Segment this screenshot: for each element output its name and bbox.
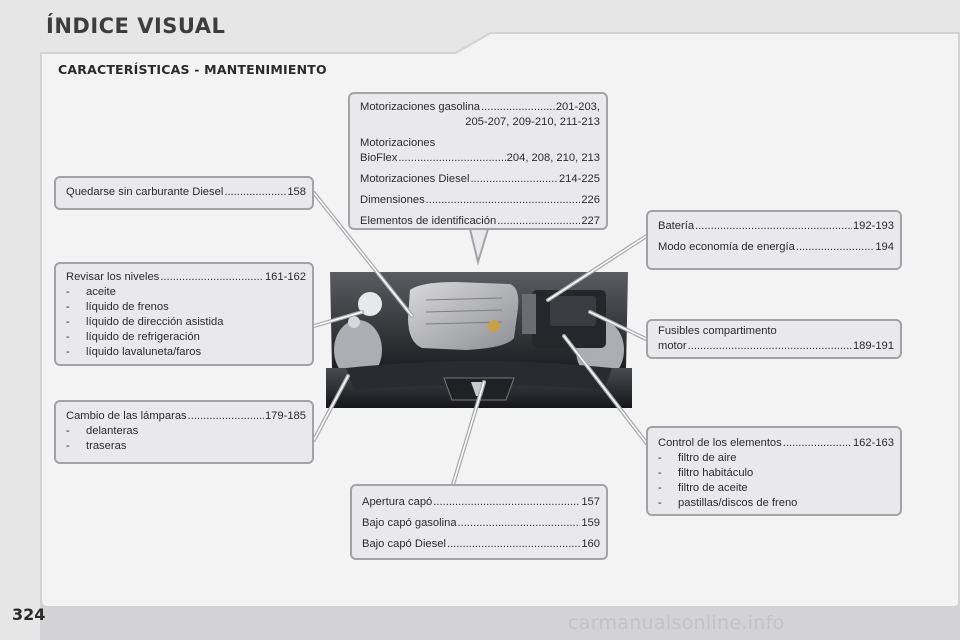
engines-gasolina[interactable]: Motorizaciones gasolina ..... 201-203, bbox=[360, 100, 600, 115]
fuses-engine[interactable]: motor ..... 189-191 bbox=[658, 339, 894, 354]
levels-subitem: - líquido de frenos bbox=[66, 301, 169, 313]
control-subitem: - filtro de aceite bbox=[658, 482, 748, 494]
page-number: 324 bbox=[12, 605, 46, 624]
lamps-subitem: - delanteras bbox=[66, 425, 139, 437]
control-elements[interactable]: Control de los elementos ..... 162-163 bbox=[658, 436, 894, 451]
box-lamps bbox=[54, 400, 314, 464]
hood-diesel[interactable]: Bajo capó Diesel ..... 160 bbox=[362, 537, 600, 552]
hood-gasolina[interactable]: Bajo capó gasolina ..... 159 bbox=[362, 516, 600, 531]
engines-identificacion[interactable]: Elementos de identificación ..... 227 bbox=[360, 214, 600, 229]
levels-subitem: - líquido lavaluneta/faros bbox=[66, 346, 202, 358]
lamps-subitem: - traseras bbox=[66, 440, 127, 452]
watermark: carmanualsonline.info bbox=[568, 612, 785, 634]
levels-subitem: - aceite bbox=[66, 286, 116, 298]
levels-subitem: - líquido de refrigeración bbox=[66, 331, 200, 343]
control-subitem: - filtro de aire bbox=[658, 452, 737, 464]
page-title: ÍNDICE VISUAL bbox=[46, 14, 226, 38]
levels-check[interactable]: Revisar los niveles ..... 161-162 bbox=[66, 270, 306, 285]
box-fuel bbox=[54, 176, 314, 210]
battery-item[interactable]: Batería ..... 192-193 bbox=[658, 219, 894, 234]
box-battery bbox=[646, 210, 902, 270]
battery-eco-mode[interactable]: Modo economía de energía ..... 194 bbox=[658, 240, 894, 255]
box-fuses bbox=[646, 319, 902, 359]
fuel-diesel[interactable]: Quedarse sin carburante Diesel ..... 158 bbox=[66, 185, 306, 200]
lamps-change[interactable]: Cambio de las lámparas ..... 179-185 bbox=[66, 409, 306, 424]
section-title: CARACTERÍSTICAS - MANTENIMIENTO bbox=[58, 62, 327, 77]
engine-bay-image bbox=[326, 268, 632, 408]
levels-subitem: - líquido de dirección asistida bbox=[66, 316, 224, 328]
control-subitem: - filtro habitáculo bbox=[658, 467, 754, 479]
engines-bioflex-label: Motorizaciones bbox=[360, 137, 436, 149]
engines-bioflex[interactable]: BioFlex ..... 204, 208, 210, 213 bbox=[360, 151, 600, 166]
box-control bbox=[646, 426, 902, 516]
hood-open[interactable]: Apertura capó ..... 157 bbox=[362, 495, 600, 510]
box-hood bbox=[350, 484, 608, 560]
fuses-label: Fusibles compartimento bbox=[658, 325, 777, 337]
control-subitem: - pastillas/discos de freno bbox=[658, 497, 798, 509]
engines-diesel[interactable]: Motorizaciones Diesel ..... 214-225 bbox=[360, 172, 600, 187]
engines-gasolina-pages: 205-207, 209-210, 211-213 bbox=[465, 116, 600, 128]
box-levels bbox=[54, 262, 314, 366]
engines-dimensiones[interactable]: Dimensiones ..... 226 bbox=[360, 193, 600, 208]
box-engines bbox=[348, 92, 608, 230]
